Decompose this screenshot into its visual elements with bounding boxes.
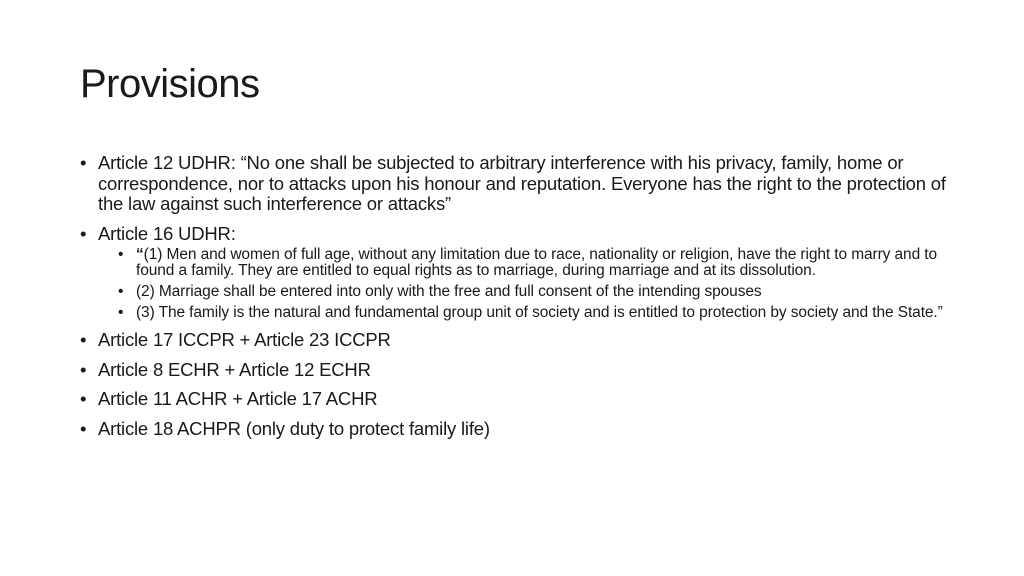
sub-list-item-paragraph-2	[98, 284, 950, 300]
bullet-icon: •	[118, 304, 124, 321]
list-item-article-18-achpr	[80, 419, 950, 440]
list-item-text: Article 17 ICCPR + Article 23 ICCPR	[98, 329, 391, 350]
bullet-icon: •	[118, 283, 124, 300]
bullet-icon: •	[80, 329, 87, 350]
sub-list-item-paragraph-1	[98, 247, 950, 279]
sub-bullet-list	[98, 247, 950, 321]
opening-quote: “	[136, 246, 144, 263]
sub-list-item-text: (2) Marriage shall be entered into only with the free and full consent of the intending spouses	[136, 283, 762, 300]
list-item-text: Article 18 ACHPR (only duty to protect family life)	[98, 417, 490, 439]
bullet-icon: •	[80, 222, 87, 244]
list-item-text: Article 12 UDHR: “No one shall be subjected to arbitrary interference with his privacy, family, home or correspondence, nor to attacks upon his honour and reputation. Everyone has the right to the protection of the law against such interference or attacks”	[98, 152, 946, 214]
list-item-article-16-udhr	[80, 224, 950, 322]
list-item-article-17-iccpr	[80, 330, 950, 351]
sub-list-item-paragraph-3	[98, 305, 950, 321]
bullet-icon: •	[80, 152, 87, 173]
slide-body	[80, 153, 950, 448]
sub-list-item-text: (3) The family is the natural and fundamental group unit of society and is entitled to protection by society and the State.”	[136, 304, 943, 321]
slide-title: Provisions	[80, 62, 260, 106]
list-item-article-11-achr	[80, 389, 950, 410]
bullet-icon: •	[80, 388, 87, 409]
list-item-text: Article 8 ECHR + Article 12 ECHR	[98, 358, 371, 380]
list-item-article-12-udhr	[80, 153, 950, 215]
sub-list-item-text: (1) Men and women of full age, without any limitation due to race, nationality or religion, have the right to marry and to found a family. They are entitled to equal rights as to marriage, during marriage and at its dissolution.	[136, 246, 938, 279]
list-item-text: Article 11 ACHR + Article 17 ACHR	[98, 388, 378, 409]
list-item-article-8-echr	[80, 360, 950, 381]
bullet-icon: •	[118, 246, 124, 263]
bullet-icon: •	[80, 417, 87, 439]
bullet-icon: •	[80, 358, 87, 380]
list-item-text: Article 16 UDHR:	[98, 222, 236, 244]
bullet-list	[80, 153, 950, 439]
